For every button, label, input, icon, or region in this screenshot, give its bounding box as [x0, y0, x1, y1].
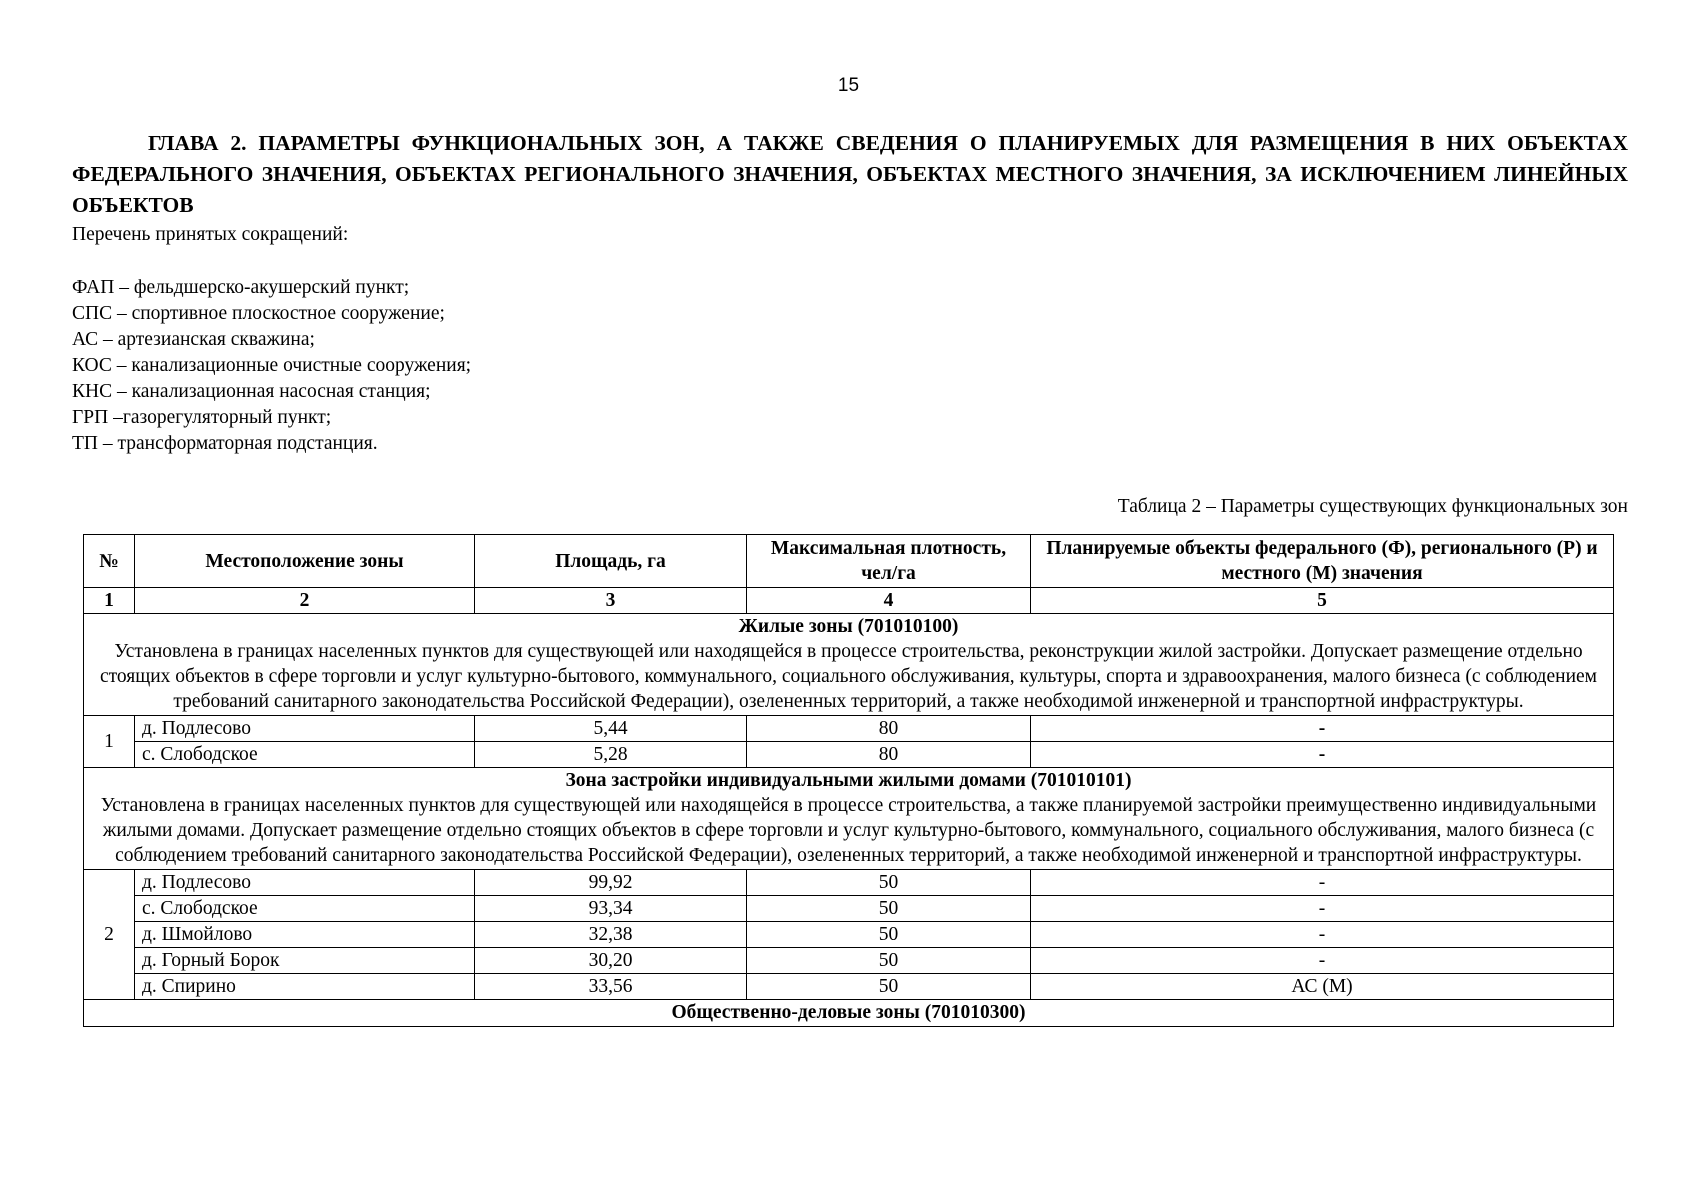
- section-header-row: [84, 768, 1614, 870]
- cell-area: 5,44: [475, 716, 747, 742]
- cell-density: 50: [747, 974, 1031, 1000]
- cell-objects: -: [1031, 742, 1614, 768]
- table-row: [84, 716, 1614, 742]
- abbreviation-item: КОС – канализационные очистные сооружения;: [72, 355, 472, 376]
- abbreviation-item: ТП – трансформаторная подстанция.: [72, 433, 378, 454]
- cell-location: д. Горный Борок: [135, 948, 475, 974]
- section-title: Зона застройки индивидуальными жилыми домами (701010101): [565, 770, 1132, 791]
- header-location: Местоположение зоны: [135, 535, 475, 588]
- table-header-row: [84, 535, 1614, 588]
- header-area: Площадь, га: [475, 535, 747, 588]
- zones-table: [83, 534, 1614, 1027]
- section-header-row: [84, 1000, 1614, 1027]
- abbreviation-item: КНС – канализационная насосная станция;: [72, 381, 431, 402]
- cell-location: с. Слободское: [135, 896, 475, 922]
- section-title: Общественно-деловые зоны (701010300): [671, 1002, 1026, 1023]
- column-number: 5: [1031, 588, 1614, 614]
- cell-objects: -: [1031, 896, 1614, 922]
- header-density: Максимальная плотность, чел/га: [747, 535, 1031, 588]
- cell-area: 99,92: [475, 870, 747, 896]
- section-title: Жилые зоны (701010100): [738, 616, 959, 637]
- chapter-title: ГЛАВА 2. ПАРАМЕТРЫ ФУНКЦИОНАЛЬНЫХ ЗОН, А ТАКЖЕ СВЕДЕНИЯ О ПЛАНИРУЕМЫХ ДЛЯ РАЗМЕЩЕНИЯ В НИХ ОБЪЕКТАХ ФЕДЕРАЛЬНОГО ЗНАЧЕНИЯ, ОБЪЕКТАХ РЕГИОНАЛЬНОГО ЗНАЧЕНИЯ, ОБЪЕКТАХ МЕСТНОГО ЗНАЧЕНИЯ, ЗА ИСКЛЮЧЕНИЕМ ЛИНЕЙНЫХ ОБЪЕКТОВ: [72, 131, 1628, 217]
- cell-objects: -: [1031, 948, 1614, 974]
- cell-density: 80: [747, 742, 1031, 768]
- column-number: 1: [84, 588, 135, 614]
- cell-location: д. Шмойлово: [135, 922, 475, 948]
- section-cell: [84, 1000, 1614, 1027]
- column-number: 3: [475, 588, 747, 614]
- cell-area: 30,20: [475, 948, 747, 974]
- cell-objects: -: [1031, 870, 1614, 896]
- section-header-row: [84, 614, 1614, 716]
- header-objects: Планируемые объекты федерального (Ф), регионального (Р) и местного (М) значения: [1031, 535, 1614, 588]
- abbreviation-item: АС – артезианская скважина;: [72, 329, 315, 350]
- cell-area: 93,34: [475, 896, 747, 922]
- cell-area: 33,56: [475, 974, 747, 1000]
- cell-objects: -: [1031, 922, 1614, 948]
- table-row: [84, 870, 1614, 896]
- table-caption: Таблица 2 – Параметры существующих функциональных зон: [1117, 496, 1628, 517]
- group-number: 1: [84, 716, 135, 768]
- cell-objects: АС (М): [1031, 974, 1614, 1000]
- cell-density: 50: [747, 870, 1031, 896]
- cell-location: с. Слободское: [135, 742, 475, 768]
- cell-density: 50: [747, 896, 1031, 922]
- abbreviation-item: ГРП –газорегуляторный пункт;: [72, 407, 332, 428]
- cell-density: 50: [747, 922, 1031, 948]
- abbreviation-item: ФАП – фельдшерско-акушерский пункт;: [72, 277, 410, 298]
- cell-density: 80: [747, 716, 1031, 742]
- cell-location: д. Спирино: [135, 974, 475, 1000]
- table-row: [84, 896, 1614, 922]
- column-number: 2: [135, 588, 475, 614]
- table-row: [84, 974, 1614, 1000]
- table-row: [84, 922, 1614, 948]
- abbreviation-item: СПС – спортивное плоскостное сооружение;: [72, 303, 445, 324]
- column-number-row: [84, 588, 1614, 614]
- section-description: Установлена в границах населенных пунктов для существующей или находящейся в процессе строительства, а также планируемой застройки преимущественно индивидуальными жилыми домами. Допускает размещение отдельно стоящих объектов в сфере торговли и услуг культурно-бытового, коммунального, социального обслуживания, малого бизнеса (с соблюдением требований санитарного законодательства Российской Федерации), озелененных территорий, а также необходимой инженерной и транспортной инфраструктуры.: [100, 795, 1597, 866]
- table-row: [84, 948, 1614, 974]
- column-number: 4: [747, 588, 1031, 614]
- cell-area: 32,38: [475, 922, 747, 948]
- section-cell: [84, 614, 1614, 716]
- abbreviations-intro: Перечень принятых сокращений:: [72, 224, 349, 245]
- page-number: 15: [837, 75, 860, 96]
- cell-objects: -: [1031, 716, 1614, 742]
- cell-density: 50: [747, 948, 1031, 974]
- section-cell: [84, 768, 1614, 870]
- header-num: №: [84, 535, 135, 588]
- cell-location: д. Подлесово: [135, 716, 475, 742]
- table-row: [84, 742, 1614, 768]
- cell-area: 5,28: [475, 742, 747, 768]
- group-number: 2: [84, 870, 135, 1000]
- abbreviations-list: [72, 222, 972, 457]
- section-description: Установлена в границах населенных пунктов для существующей или находящейся в процессе строительства, реконструкции жилой застройки. Допускает размещение отдельно стоящих объектов в сфере торговли и услуг культурно-бытового, коммунального, социального обслуживания, культуры, спорта и здравоохранения, малого бизнеса (с соблюдением требований санитарного законодательства Российской Федерации), озелененных территорий, а также необходимой инженерной и транспортной инфраструктуры.: [99, 641, 1598, 712]
- cell-location: д. Подлесово: [135, 870, 475, 896]
